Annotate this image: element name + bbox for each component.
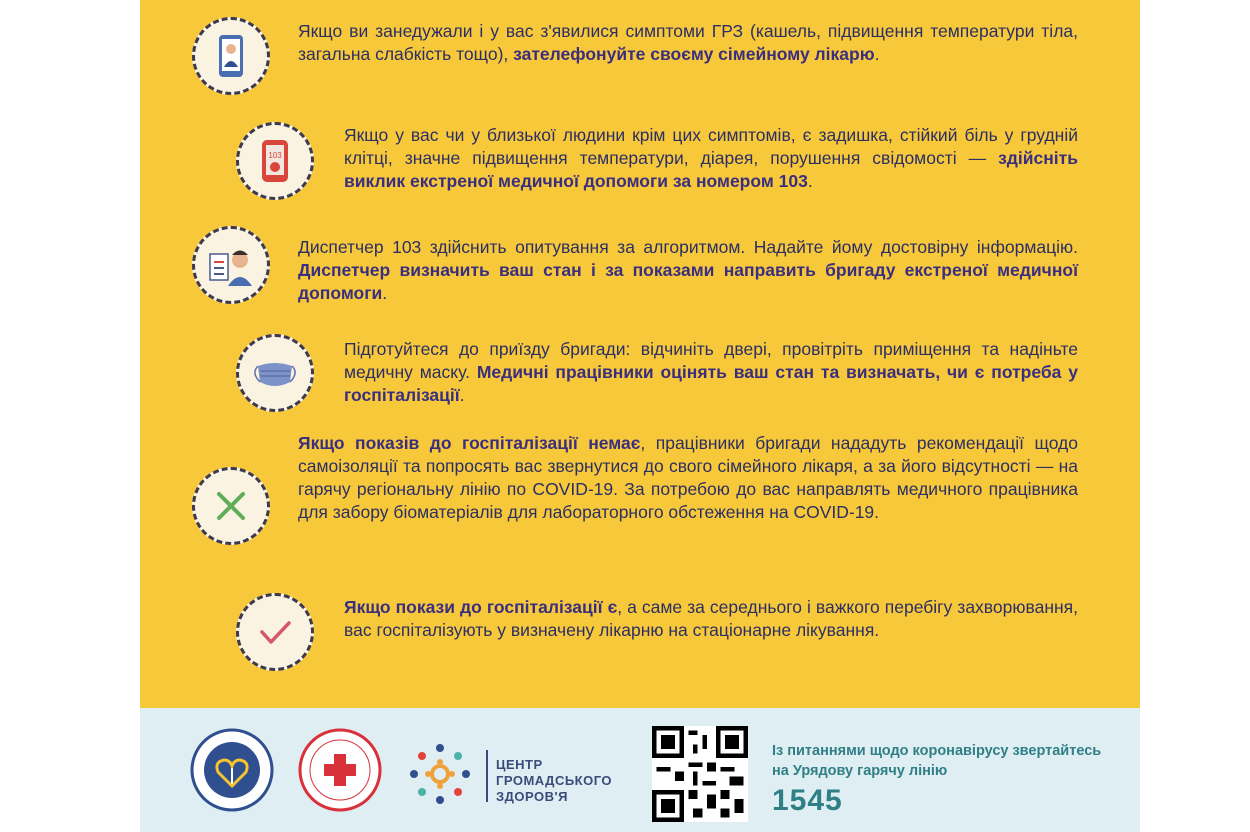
step-2-text: Якщо у вас чи у близької людини крім цих симптомів, є задишка, стійкий біль у грудній клітці, значне підвищення температури, діарея, порушення свідомості — здійсніть виклик екстреної медичної допомоги за номером 103.: [344, 125, 1078, 191]
hotline-text: Із питаннями щодо коронавірусу звертайтесь на Урядову гарячу лінію: [772, 743, 1102, 779]
presidents-fund-logo: [190, 728, 274, 812]
divider: [486, 750, 488, 802]
phone-103-icon: [236, 122, 314, 200]
hotline-number: 1545: [772, 784, 843, 817]
footer-logos-bar: [140, 708, 1140, 832]
qr-code: [652, 726, 748, 822]
check-mark-icon: [236, 593, 314, 671]
cross-mark-icon: [192, 467, 270, 545]
public-health-center-logo: [404, 738, 476, 810]
doctor-phone-icon: [192, 17, 270, 95]
public-health-center-name: ЦЕНТР ГРОМАДСЬКОГО ЗДОРОВ'Я: [496, 757, 613, 804]
step-4-text: Підготуйтеся до приїзду бригади: відчиніть двері, провітріть приміщення та надіньте медичну маску. Медичні працівники оцінять ваш стан та визначать, чи є потреба у госпіталізації.: [344, 339, 1078, 405]
svg-text:103: 103: [268, 151, 282, 160]
instruction-poster: [140, 0, 1140, 708]
face-mask-icon: [236, 334, 314, 412]
red-cross-ukraine-logo: [298, 728, 382, 812]
step-5-text: Якщо показів до госпіталізації немає, працівники бригади нададуть рекомендації щодо самоізоляції та попросять вас звернутися до свого сімейного лікаря, а за його відсутності — на гарячу регіональну лінію по COVID-19. За потребою до вас направлять медичного працівника для забору біоматеріалів для лабораторного обстеження на COVID-19.: [298, 433, 1078, 522]
dispatcher-checklist-icon: [192, 226, 270, 304]
step-1-text: Якщо ви занедужали і у вас з'явилися симптоми ГРЗ (кашель, підвищення температури тіла, загальна слабкість тощо), зателефонуйте своєму сімейному лікарю.: [298, 21, 1078, 64]
step-3-text: Диспетчер 103 здійснить опитування за алгоритмом. Надайте йому достовірну інформацію. Диспетчер визначить ваш стан і за показами направить бригаду екстреної медичної допомоги.: [298, 237, 1078, 303]
step-6-text: Якщо покази до госпіталізації є, а саме за середнього і важкого перебігу захворювання, вас госпіталізують у визначену лікарню на стаціонарне лікування.: [344, 597, 1078, 640]
